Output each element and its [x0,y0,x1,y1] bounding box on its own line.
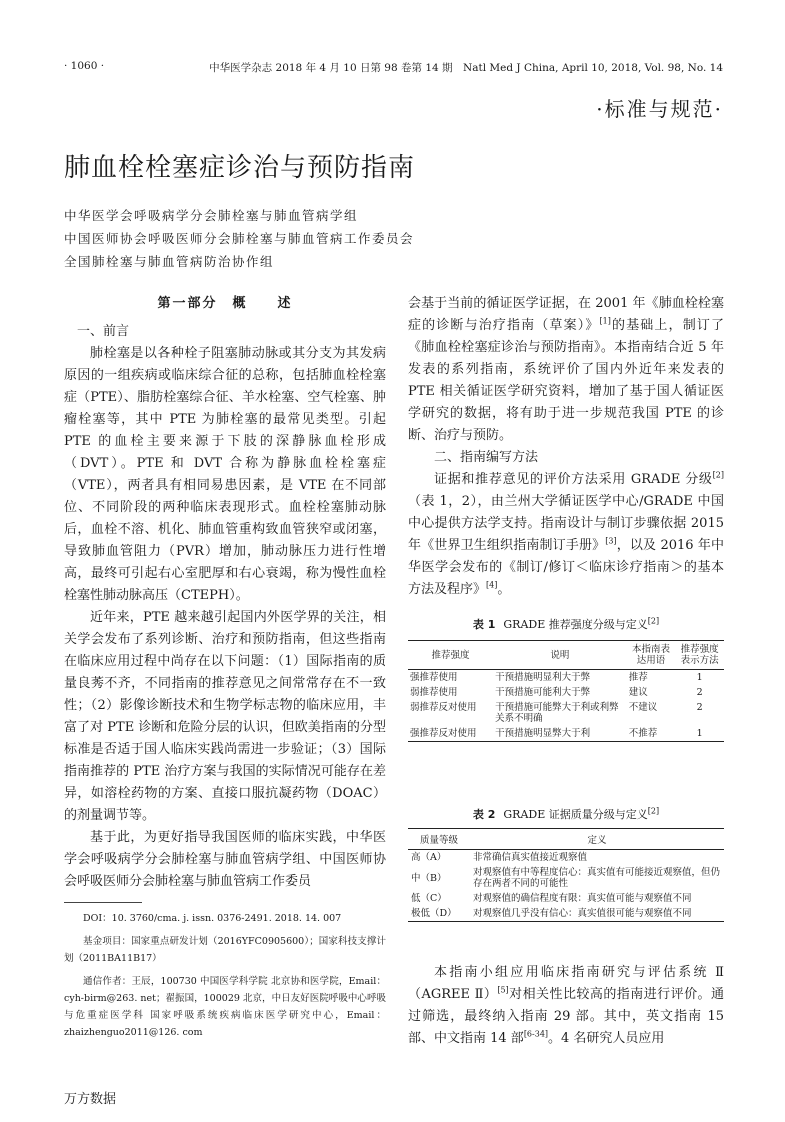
table-cell: 2 [696,687,703,698]
table2-caption: 表 2 GRADE 证据质量分级与定义[2] [472,806,660,821]
table-row [408,891,724,906]
table-row [408,850,724,866]
body-paragraph: 证据和推荐意见的评价方法采用 GRADE 分级[2]（表 1，2），由兰州大学循证医学中心/GRADE 中国中心提供方法学支持。指南设计与制订步骤依据 2015 年《世界卫生组织指南制订手册》[3]，以及 2016 年中华医学会发布的《制订/修订＜临床诊疗指南＞的基本方法及程序》[4]。 [408,470,724,597]
citation[interactable]: [4] [486,580,498,590]
table-cell: 不推荐 [628,728,658,739]
table-row [408,906,724,922]
page-number: · 1060 · [64,60,105,72]
table-cell: 干预措施明显利大于弊 [495,672,591,683]
intro-heading: 一、前言 [77,324,130,339]
table-cell: 中（B） [411,872,447,884]
table-cell: 干预措施可能利大于弊 [495,687,591,698]
table-cell: 对观察值几乎没有信心：真实值很可能与观察值不同 [473,908,692,919]
citation[interactable]: [2] [647,806,660,816]
right-column-continued [408,962,724,1050]
table-header: 说明 [493,641,627,670]
corresponding-author-note: 通信作者：王辰，100730 中国医学科学院 北京协和医学院，Email：cyh-birm@263. net；翟振国，100029 北京，中日友好医院呼吸中心呼吸与危重症医学科 国家呼吸系统疾病临床医学研究中心，Email：zhaizhenguo2011@126. com [64,976,386,1038]
author-line: 全国肺栓塞与肺血管病防治协作组 [64,254,275,269]
table-cell: 弱推荐使用 [410,687,458,698]
body-paragraph: 近年来，PTE 越来越引起国内外医学界的关注，相关学会发布了系列诊断、治疗和预防指南，但这些指南在临床应用过程中尚存在以下问题：（1）国际指南的质量良莠不齐，不同指南的推荐意见之间常常存在不一致性；（2）影像诊断技术和生物学标志物的临床应用，丰富了对 PTE 诊断和危险分层的认识，但欧美指南的分型标准是否适于国人临床实践尚需进一步验证；（3）国际指南推荐的 PTE 治疗方案与我国的实际情况可能存在差异，如溶栓药物的方案、直接口服抗凝药物（DOAC）的剂量调节等。 [64,610,386,823]
table-header: 推荐强度表示方法 [675,641,724,670]
table-header: 推荐强度 [408,641,493,670]
table-cell: 非常确信真实值接近观察值 [473,852,588,863]
table2-label: 表 2 [472,808,496,821]
table-cell: 1 [696,672,703,683]
table-row [408,670,724,686]
table-cell: 强推荐反对使用 [410,728,477,739]
table-header: 本指南表达用语 [627,641,676,670]
table-row [408,726,724,742]
body-paragraph: 肺栓塞是以各种栓子阻塞肺动脉或其分支为其发病原因的一组疾病或临床综合征的总称，包括肺血栓栓塞症（PTE）、脂肪栓塞综合征、羊水栓塞、空气栓塞、肿瘤栓塞等，其中 PTE 为肺栓塞的最常见类型。引起 PTE 的血栓主要来源于下肢的深静脉血栓形成（DVT）。PTE 和 DVT 合称为静脉血栓栓塞症（VTE），两者具有相同易患因素，是 VTE 在不同部位、不同阶段的两种临床表现形式。血栓栓塞肺动脉后，血栓不溶、机化、肺血管重构致血管狭窄或闭塞，导致肺血管阻力（PVR）增加，肺动脉压力进行性增高，最终可引起右心室肥厚和右心衰竭，称为慢性血栓栓塞性肺动脉高压（CTEPH）。 [64,346,386,603]
body-paragraph: 本指南小组应用临床指南研究与评估系统 Ⅱ（AGREE Ⅱ）[5]对相关性比较高的指南进行评价。通过筛选，最终纳入指南 29 部。其中，英文指南 15 部、中文指南 14 部[6-34]。4 名研究人员应用 [408,965,724,1046]
watermark: 万方数据 [64,1092,117,1107]
citation[interactable]: [2] [647,616,660,626]
table-row [408,700,724,726]
table-header: 质量等级 [408,829,470,850]
table-cell: 对观察值的确信程度有限：真实值可能与观察值不同 [473,893,692,904]
table-cell: 高（A） [411,852,447,863]
citation[interactable]: [6-34] [523,1029,549,1039]
author-line: 中国医师协会呼吸医师分会肺栓塞与肺血管病工作委员会 [64,231,415,246]
author-line: 中华医学会呼吸病学分会肺栓塞与肺血管病学组 [64,208,359,223]
table1 [408,640,724,742]
left-column [64,293,386,893]
body-paragraph: 会基于当前的循证医学证据，在 2001 年《肺血栓栓塞症的诊断与治疗指南（草案）》[1]的基础上，制订了《肺血栓栓塞症诊治与预防指南》。本指南结合近 5 年发表的系列指南，系统评价了国内外近年来发表的 PTE 相关循证医学研究资料，增加了基于国人循证医学研究的数据，将有助于进一步规范我国 PTE 的诊断、治疗与预防。 [408,296,724,443]
section-tag: ·标准与规范· [596,97,723,121]
table-cell: 建议 [628,687,648,698]
table1-caption: 表 1 GRADE 推荐强度分级与定义[2] [472,616,660,631]
right-column [408,293,724,601]
table-row [408,685,724,700]
table-cell: 2 [696,702,703,713]
citation[interactable]: [5] [497,985,509,995]
table-cell: 极低（D） [411,908,457,919]
page-title: 肺血栓栓塞症诊治与预防指南 [64,153,416,183]
funding-note: 基金项目：国家重点研发计划（2016YFC0905600）；国家科技支撑计划（2011BA11B17） [64,936,386,964]
table-cell: 低（C） [411,893,447,904]
footnote-divider [64,902,142,903]
table-cell: 对观察值有中等程度信心：真实值有可能接近观察值，但仍存在两者不同的可能性 [473,867,721,889]
body-paragraph: 基于此，为更好指导我国医师的临床实践，中华医学会呼吸病学分会肺栓塞与肺血管病学组、中国医师协会呼吸医师分会肺栓塞与肺血管病工作委员 [64,830,386,889]
citation[interactable]: [3] [605,536,617,546]
citation[interactable]: [2] [712,470,724,480]
table-row [408,865,724,891]
table-cell: 干预措施可能弊大于利或利弊关系不明确 [495,702,619,724]
table-cell: 弱推荐反对使用 [410,702,477,713]
table-cell: 1 [696,728,703,739]
table-cell: 不建议 [628,702,658,713]
part-title: 第一部分 概 述 [157,296,293,311]
method-heading: 二、指南编写方法 [434,450,539,465]
table2 [408,828,724,922]
table-cell: 推荐 [628,672,648,683]
doi: DOI：10. 3760/cma. j. issn. 0376-2491. 2018. 14. 007 [83,913,342,924]
table-cell: 强推荐使用 [410,672,458,683]
table-cell: 干预措施明显弊大于利 [495,728,591,739]
citation[interactable]: [1] [599,316,611,326]
journal-info: 中华医学杂志 2018 年 4 月 10 日第 98 卷第 14 期 Natl Med J China, April 10, 2018, Vol. 98, No. 14 [209,62,723,74]
table-header: 定义 [470,829,724,850]
table1-label: 表 1 [472,618,496,631]
